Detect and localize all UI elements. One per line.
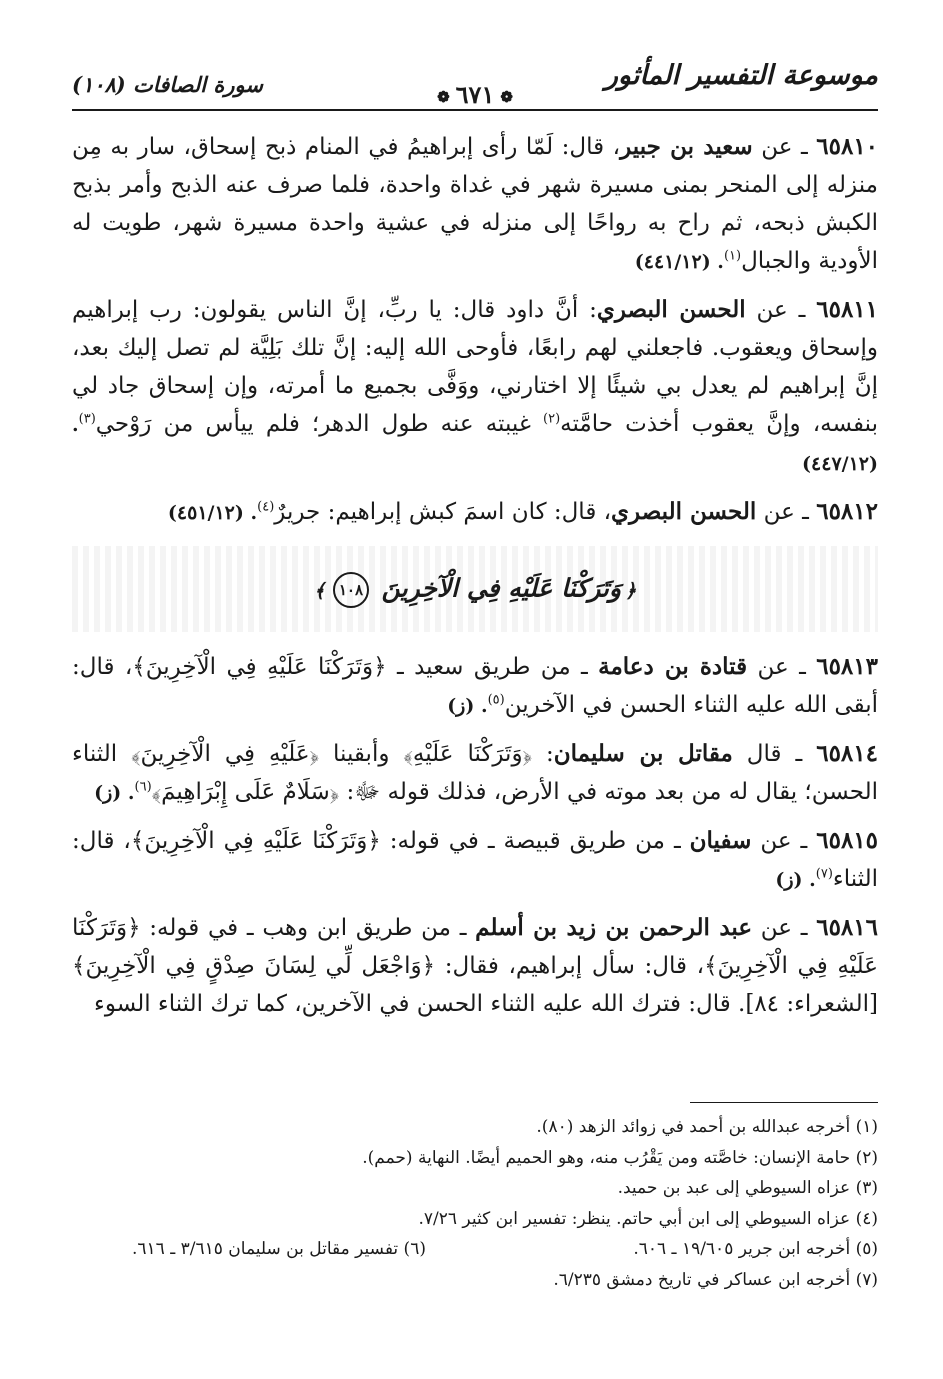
- main-text: [72, 128, 878, 1033]
- entry-number: ٦٥٨١١: [816, 296, 879, 323]
- entry-prefix: ـ عن: [756, 297, 806, 323]
- entry-text: ، قال: لَمّا رأى إبراهيمُ في المنام ذبح إسحاق، سار به مِن منزله إلى المنحر بمنى مسيرة شهر في غداة واحدة، فلما صرف عنه الذبح وأمر بذبح الكبش ذبحه، ثم راح به رواحًا إلى منزله في عشية واحدة مسيرة شهر، طويت له الأودية والجبال: [72, 134, 878, 274]
- source-ref: . (٤٥١/١٢): [167, 502, 258, 524]
- verse-heading-band: [72, 546, 878, 632]
- ornament-icon: ❁: [437, 87, 450, 106]
- entry-number: ٦٥٨١٠: [816, 133, 879, 160]
- running-header: [72, 58, 878, 108]
- header-divider: [72, 109, 878, 111]
- ornament-icon: ❁: [500, 87, 513, 106]
- footnote: (٣) عزاه السيوطي إلى عبد بن حميد.: [617, 1178, 878, 1198]
- entry-prefix: ـ عن: [757, 654, 806, 680]
- source-ref: . (ز): [94, 782, 135, 804]
- footnote-ref: (١): [723, 248, 742, 264]
- entry-prefix: ـ عن: [760, 828, 808, 854]
- page-number: [431, 80, 519, 109]
- narration-entry: [72, 128, 878, 281]
- narration-entry: [72, 493, 878, 532]
- quran-bracket-close: ﴾: [313, 579, 325, 602]
- source-ref: . (٤٤٧/١٢): [72, 414, 878, 475]
- ayah-number-marker: ١٠٨: [333, 572, 369, 608]
- footnote-pair: [72, 1234, 878, 1265]
- narrator-name: الحسن البصري: [596, 296, 746, 323]
- page-number-text: ٦٧١: [455, 80, 495, 109]
- footnote: (٤) عزاه السيوطي إلى ابن أبي حاتم. ينظر: تفسير ابن كثير ٧/٢٦.: [418, 1208, 878, 1229]
- entry-prefix: ـ قال: [746, 741, 803, 767]
- narrator-name: سفيان: [689, 827, 752, 854]
- entry-number: ٦٥٨١٤: [816, 740, 878, 767]
- footnote: (٢) حامة الإنسان: خاصَّته ومن يَقْرُب منه، وهو الحميم أيضًا. النهاية (حمم).: [362, 1147, 878, 1168]
- entry-prefix: ـ عن: [760, 915, 808, 941]
- source-ref: . (ز): [775, 869, 816, 891]
- footnote-ref: (٤): [257, 499, 275, 515]
- entry-text: ، قال: كان اسمَ كبش إبراهيم: جريرٌ: [274, 499, 612, 525]
- book-title: موسوعة التفسير المأثور: [604, 60, 878, 91]
- footnotes: [72, 1112, 878, 1295]
- footnote-ref: (٣): [78, 411, 96, 427]
- entry-text: : ﴿وَتَرَكْنَا عَلَيْهِ﴾ وأبقينا ﴿عَلَيْهِ فِي الْآخِرِينَ﴾ الثناء الحسن؛ يقال له من بعد موته في الأرض، فذلك قوله ﷻ: ﴿سَلَامٌ عَلَى إِبْرَاهِيمَ﴾: [72, 741, 878, 805]
- footnote: (١) أخرجه عبدالله بن أحمد في زوائد الزهد (٨٠).: [536, 1117, 878, 1137]
- entry-prefix: ـ عن: [761, 134, 808, 160]
- source-ref: . (ز): [447, 695, 488, 717]
- footnote-ref: (٢): [543, 411, 561, 427]
- source-ref: . (٤٤١/١٢): [634, 251, 724, 273]
- narrator-name: مقاتل بن سليمان: [553, 740, 733, 767]
- footnote: (٧) أخرجه ابن عساكر في تاريخ دمشق ٦/٢٣٥.: [553, 1269, 878, 1290]
- surah-title: سورة الصافات (١٠٨): [72, 72, 263, 97]
- verse-heading: [72, 572, 878, 608]
- entry-text: ـ من طريق سعيد ـ ﴿وَتَرَكْنَا عَلَيْهِ فِي الْآخِرِينَ﴾، قال: أبقى الله عليه الثناء الحسن في الآخرين: [72, 654, 878, 718]
- entry-number: ٦٥٨١٣: [816, 653, 878, 680]
- footnote-ref: (٧): [815, 866, 833, 882]
- entry-text: ـ من طريق ابن وهب ـ في قوله: ﴿وَتَرَكْنَا عَلَيْهِ فِي الْآخِرِينَ﴾، قال: سأل إبراهيم، فقال: ﴿وَاجْعَل لِّي لِسَانَ صِدْقٍ فِي الْآخِرِينَ﴾ [الشعراء: ٨٤]. قال: فترك الله عليه الثناء الحسن في الآخرين، كما ترك الثناء السوء: [72, 915, 878, 1017]
- narrator-name: عبد الرحمن بن زيد بن أسلم: [475, 914, 753, 941]
- narrator-name: الحسن البصري: [611, 498, 757, 525]
- entry-number: ٦٥٨١٦: [816, 914, 878, 941]
- verse-text: وَتَرَكْنَا عَلَيْهِ فِي الْآخِرِينَ: [381, 573, 622, 603]
- footnote: (٦) تفسير مقاتل بن سليمان ٣/٦١٥ ـ ٦١٦.: [132, 1239, 426, 1259]
- narration-entry: [72, 648, 878, 725]
- footnote: (٥) أخرجه ابن جرير ١٩/٦٠٥ ـ ٦٠٦.: [633, 1239, 878, 1259]
- entry-number: ٦٥٨١٥: [816, 827, 879, 854]
- footnote-divider: [690, 1102, 878, 1103]
- entry-text: : أنَّ داود قال: يا ربِّ، إنَّ الناس يقولون: رب إبراهيم وإسحاق ويعقوب. فاجعلني لهم رابعًا، فأوحى الله إليه: إنَّ تلك بَلِيَّة لم تصل إليك بعد، إنَّ إبراهيم لم يعدل بي شيئًا إلا اختارني، ووَفَّى بجميع ما أمرته، وإن إسحاق جاد لي بنفسه، وإنَّ يعقوب أخذت حامَّته: [72, 297, 879, 437]
- narration-entry: [72, 822, 878, 899]
- entry-prefix: ـ عن: [763, 499, 809, 525]
- narration-entry: [72, 735, 878, 812]
- narrator-name: سعيد بن جبير: [620, 133, 753, 160]
- quran-bracket-open: ﴿: [625, 579, 637, 602]
- entry-text: غيبته عنه طول الدهر؛ فلم ييأس من رَوْحي: [95, 411, 544, 437]
- narration-entry: [72, 291, 878, 483]
- narration-entry: [72, 909, 878, 1023]
- narrator-name: قتادة بن دعامة: [598, 653, 748, 680]
- entry-text: ـ من طريق قبيصة ـ في قوله: ﴿وَتَرَكْنَا عَلَيْهِ فِي الْآخِرِينَ﴾، قال: الثناء: [72, 828, 878, 892]
- entry-number: ٦٥٨١٢: [816, 498, 878, 525]
- footnote-ref: (٦): [134, 779, 152, 795]
- footnote-ref: (٥): [487, 692, 505, 708]
